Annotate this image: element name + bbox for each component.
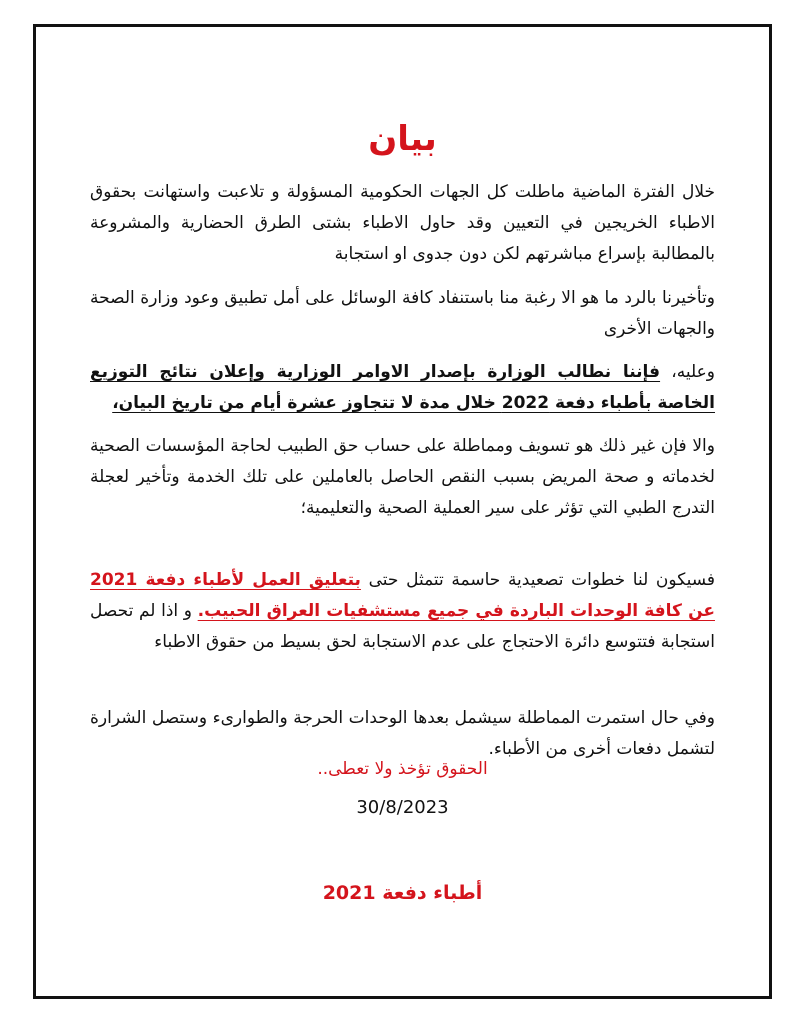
escalation-highlight: بتعليق العمل لأطباء دفعة 2021 عن كافة الوحدات الباردة في جميع مستشفيات العراق الحبيب. <box>90 570 715 621</box>
statement-date: 30/8/2023 <box>356 797 449 818</box>
page-title: بيان <box>368 119 437 159</box>
paragraph-1: خلال الفترة الماضية ماطلت كل الجهات الحكومية المسؤولة و تلاعبت واستهانت بحقوق الاطباء الخريجين في التعيين وقد حاول الاطباء بشتى الطرق الحضارية والمشروعة بالمطالبة بإسراع مباشرتهم لكن دون جدوى او استجابة <box>90 182 715 264</box>
paragraph-6: وفي حال استمرت المماطلة سيشمل بعدها الوحدات الحرجة والطوارىء وستصل الشرارة لتشمل دفعات أخرى من الأطباء. <box>90 708 715 759</box>
paragraph-5 <box>90 565 715 658</box>
paragraph-4: والا فإن غير ذلك هو تسويف ومماطلة على حساب حق الطبيب لحاجة المؤسسات الصحية لخدماته و صحة المريض بسبب النقص الحاصل بالعاملين على تلك الخدمة وتأخير لعجلة التدرج الطبي التي تؤثر على سير العملية الصحية والتعليمية؛ <box>90 436 715 518</box>
demand-text: فإننا نطالب الوزارة بإصدار الاوامر الوزارية وإعلان نتائج التوزيع الخاصة بأطباء دفعة 2022 خلال مدة لا تتجاوز عشرة أيام من تاريخ البيان، <box>90 362 715 413</box>
paragraph-5-prefix: فسيكون لنا خطوات تصعيدية حاسمة تتمثل حتى <box>360 570 715 590</box>
paragraph-3-prefix: وعليه، <box>660 362 715 382</box>
slogan: الحقوق تؤخذ ولا تعطى.. <box>317 759 488 779</box>
document-frame <box>33 24 772 999</box>
signature: أطباء دفعة 2021 <box>322 882 483 904</box>
paragraph-3 <box>90 357 715 419</box>
paragraph-2: وتأخيرنا بالرد ما هو الا رغبة منا باستنفاد كافة الوسائل على أمل تطبيق وعود وزارة الصحة والجهات الأخرى <box>90 288 715 339</box>
paragraph-5-suffix: و اذا لم تحصل استجابة فتتوسع دائرة الاحتجاج على عدم الاستجابة لحق بسيط من حقوق الاطباء <box>90 601 715 652</box>
